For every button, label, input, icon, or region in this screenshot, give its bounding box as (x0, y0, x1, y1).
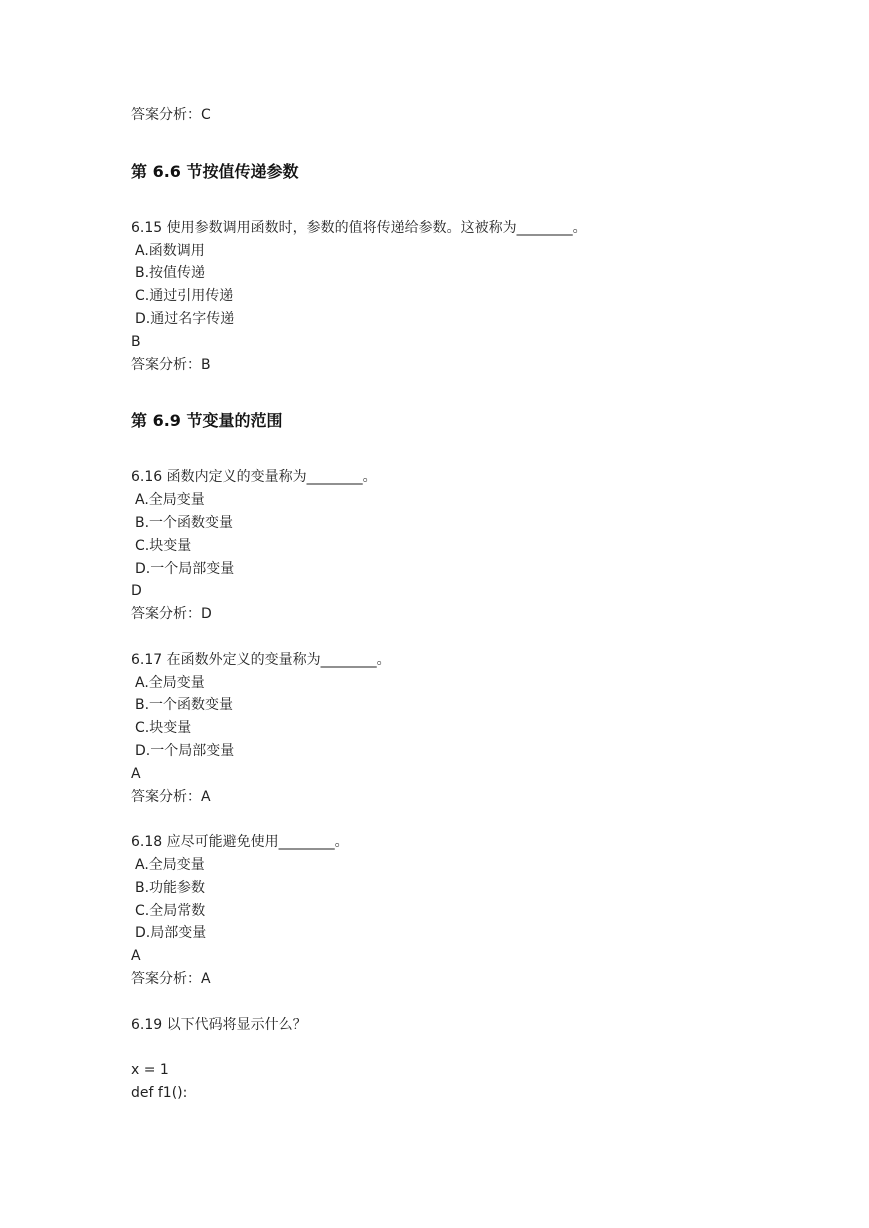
option-d: D.一个局部变量 (135, 560, 235, 577)
answer-letter: B (131, 333, 141, 350)
option-b: B.按值传递 (135, 265, 206, 282)
answer-letter: A (131, 765, 141, 782)
document-page (131, 104, 831, 1105)
question-block (131, 831, 831, 991)
question-text (131, 649, 831, 672)
answer-letter: A (131, 948, 141, 965)
answer-analysis: 答案分析：C (131, 107, 211, 123)
answer-analysis: 答案分析：B (131, 356, 211, 373)
option-a: A.全局变量 (135, 492, 205, 509)
option-c: C.块变量 (135, 720, 192, 737)
option-a: A.全局变量 (135, 674, 205, 691)
question-end: 。 (362, 469, 377, 486)
question-block (131, 217, 831, 377)
question-text (131, 466, 831, 489)
option-b: B.一个函数变量 (135, 514, 234, 531)
section-heading: 第 6.9 节变量的范围 (131, 411, 283, 431)
question-text (131, 831, 831, 854)
option-d: D.通过名字传递 (135, 310, 235, 327)
code-line: x = 1 (131, 1062, 169, 1079)
answer-analysis: 答案分析：A (131, 970, 211, 987)
question-number: 6.18 (131, 834, 163, 851)
question-number: 6.16 (131, 469, 163, 486)
answer-blank: ________ (306, 469, 363, 486)
option-c: C.全局常数 (135, 902, 206, 919)
question-stem: 函数内定义的变量称为 (166, 469, 307, 486)
option-c: C.通过引用传递 (135, 288, 234, 305)
question-stem: 以下代码将显示什么？ (166, 1016, 307, 1033)
question-stem: 在函数外定义的变量称为 (166, 651, 321, 668)
question-stem: 应尽可能避免使用 (166, 834, 279, 851)
question-number: 6.19 (131, 1016, 163, 1033)
question-block (131, 649, 831, 809)
answer-analysis: 答案分析：A (131, 788, 211, 805)
option-d: D.一个局部变量 (135, 742, 235, 759)
option-b: B.一个函数变量 (135, 697, 234, 714)
question-end: 。 (334, 834, 349, 851)
option-c: C.块变量 (135, 537, 192, 554)
option-a: A.全局变量 (135, 856, 205, 873)
question-number: 6.17 (131, 651, 163, 668)
option-d: D.局部变量 (135, 925, 207, 942)
question-text (131, 217, 831, 240)
question-end: 。 (572, 219, 587, 236)
option-a: A.函数调用 (135, 242, 205, 259)
code-line: def f1(): (131, 1084, 188, 1101)
question-block (131, 1014, 831, 1105)
question-number: 6.15 (131, 219, 163, 236)
answer-letter: D (131, 583, 142, 600)
question-end: 。 (376, 651, 391, 668)
question-block (131, 466, 831, 626)
answer-analysis: 答案分析：D (131, 606, 212, 623)
answer-blank: ________ (320, 651, 377, 668)
answer-blank: ________ (278, 834, 335, 851)
question-stem: 使用参数调用函数时，参数的值将传递给参数。这被称为 (166, 219, 517, 236)
section-heading: 第 6.6 节按值传递参数 (131, 161, 299, 181)
question-text (131, 1014, 831, 1037)
option-b: B.功能参数 (135, 879, 206, 896)
answer-blank: ________ (516, 219, 573, 236)
